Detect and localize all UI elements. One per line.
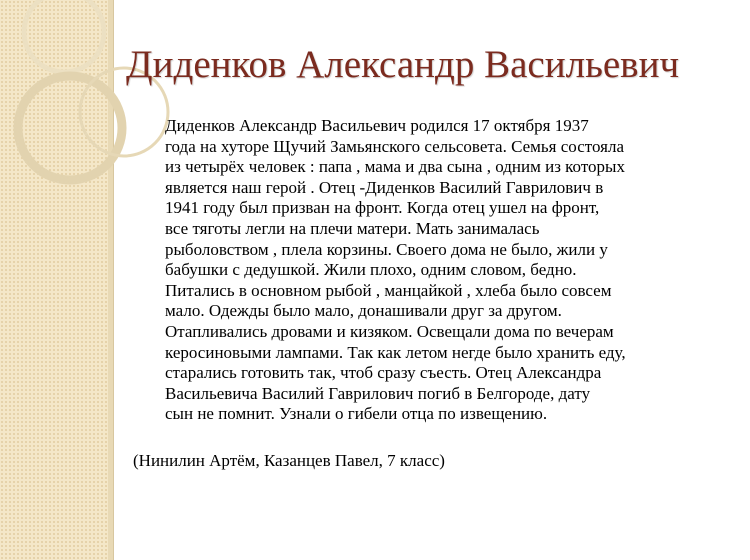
body-line: 1941 году был призван на фронт. Когда отец ушел на фронт, (165, 198, 600, 218)
credits-text: (Нинилин Артём, Казанцев Павел, 7 класс) (133, 451, 445, 470)
body-line: мало. Одежды было мало, донашивали друг за другом. (165, 301, 562, 321)
body-line: старались готовить так, чтоб сразу съесть. Отец Александра (165, 363, 602, 383)
body-line: года на хуторе Щучий Замьянского сельсовета. Семья состояла (165, 136, 624, 156)
body-line: Васильевича Василий Гаврилович погиб в Белгороде, дату (165, 383, 591, 403)
body-line: из четырёх человек : папа , мама и два сына , одним из которых (165, 157, 625, 177)
slide-title: Диденков Александр Васильевич (126, 43, 680, 86)
body-line: сын не помнит. Узнали о гибели отца по извещению. (165, 404, 548, 424)
body-line: Отапливались дровами и кизяком. Освещали дома по вечерам (165, 321, 614, 341)
body-line: Питались в основном рыбой , манцайкой , хлеба было совсем (165, 280, 612, 300)
body-line: все тяготы легли на плечи матери. Мать занималась (165, 218, 540, 238)
decorative-circle-large (18, 76, 122, 180)
decorative-circle-top (24, 0, 104, 72)
biography-text (157, 116, 747, 425)
body-line: является наш герой . Отец -Диденков Василий Гаврилович в (165, 177, 604, 197)
body-line: рыболовством , плела корзины. Своего дома не было, жили у (165, 239, 608, 259)
body-line: керосиновыми лампами. Так как летом негде было хранить еду, (165, 342, 626, 362)
body-line: бабушки с дедушкой. Жили плохо, одним словом, бедно. (165, 260, 577, 280)
body-line: Диденков Александр Васильевич родился 17 октября 1937 (165, 116, 589, 135)
